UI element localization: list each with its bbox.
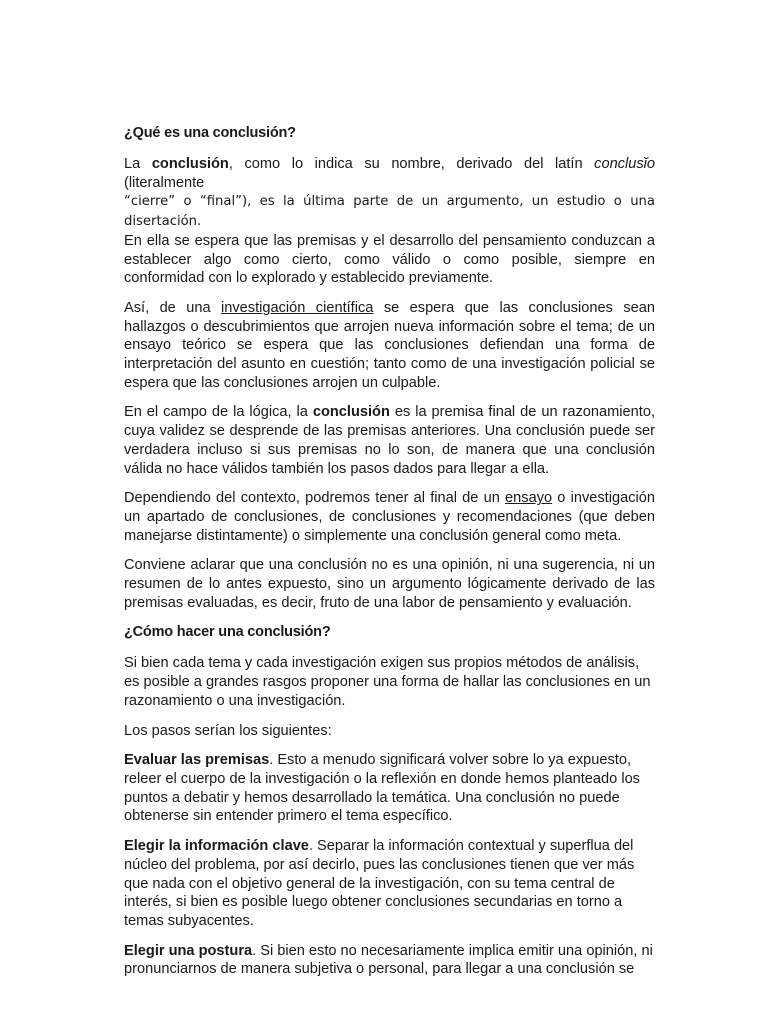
text: . Separar la información contextual y superflua del núcleo del problema, por así decirlo, pues las conclusiones tienen que ver más que nada con el objetivo general de la investigación, con su tema central de interés, si bien es posible luego obtener conclusiones secundarias en torno a temas subyacentes. bbox=[124, 838, 635, 929]
text: . Si bien esto no necesariamente implica emitir una opinión, ni pronunciarnos de manera subjetiva o personal, para llegar a una conclusión se bbox=[124, 942, 653, 978]
bold-term: conclusión bbox=[312, 404, 390, 421]
step-title: Elegir la información clave bbox=[124, 838, 309, 855]
paragraph-methods: Si bien cada tema y cada investigación exigen sus propios métodos de análisis, es posible a grandes rasgos proponer una forma de hallar las conclusiones en un razonamiento o una investigación. bbox=[124, 655, 651, 709]
paragraph-logic bbox=[124, 403, 655, 478]
text: o investigación un apartado de conclusiones, de conclusiones y recomendaciones (que deben manejarse distintamente) o simplemente una conclusión general como meta. bbox=[124, 490, 655, 544]
text: En el campo de la lógica, la bbox=[124, 404, 313, 421]
text: Dependiendo del contexto, podremos tener al final de un bbox=[124, 490, 506, 507]
text: es la premisa final de un razonamiento, cuya validez se desprende de las premisas anteriores. Una conclusión puede ser verdadera incluso si sus premisas no lo son, de manera que una conclusión válida no hace válidos también los pasos dados para llegar a ella. bbox=[124, 404, 655, 477]
text: (literalmente bbox=[124, 174, 205, 191]
step-title: Evaluar las premisas bbox=[124, 752, 270, 769]
heading-how-to-conclude: ¿Cómo hacer una conclusión? bbox=[124, 624, 331, 641]
step-title: Elegir una postura bbox=[124, 942, 253, 959]
paragraph-step-evaluate bbox=[124, 751, 655, 826]
paragraph-scientific bbox=[124, 299, 655, 393]
link-ensayo[interactable]: ensayo bbox=[505, 490, 553, 507]
paragraph-steps-intro: Los pasos serían los siguientes: bbox=[124, 722, 332, 739]
text: En ella se espera que las premisas y el desarrollo del pensamiento conduzcan a establecer algo como cierto, como válido o como posible, siempre en conformidad con lo explorado y establecido previamente. bbox=[124, 232, 655, 287]
paragraph-step-key-info bbox=[124, 837, 655, 931]
text: Así, de una bbox=[124, 299, 221, 316]
bold-term: conclusión bbox=[151, 156, 229, 172]
paragraph-context bbox=[124, 489, 655, 545]
link-investigacion-cientifica[interactable]: investigación científica bbox=[221, 299, 374, 316]
heading-what-is-conclusion: ¿Qué es una conclusión? bbox=[124, 125, 296, 141]
paragraph-clarify: Conviene aclarar que una conclusión no es una opinión, ni una sugerencia, ni un resumen de lo antes expuesto, sino un argumento lógicamente derivado de las premisas evaluadas, es decir, fruto de una labor de pensamiento y evaluación. bbox=[124, 557, 655, 611]
text: “cierre” o “final”), es la última parte de un argumento, un estudio o una disertación. bbox=[124, 194, 655, 230]
paragraph-step-posture bbox=[124, 942, 655, 979]
italic-term: conclusĭo bbox=[594, 156, 655, 172]
paragraph-definition bbox=[124, 155, 655, 288]
text: La bbox=[124, 156, 152, 172]
text: , como lo indica su nombre, derivado del latín bbox=[228, 156, 595, 172]
text: se espera que las conclusiones sean hallazgos o descubrimientos que arrojen nueva información sobre el tema; de un ensayo teórico se espera que las conclusiones defiendan una forma de interpretación del asunto en cuestión; tanto como de una investigación policial se espera que las conclusiones arrojen un culpable. bbox=[124, 299, 655, 391]
text: . Esto a menudo significará volver sobre lo ya expuesto, releer el cuerpo de la investigación o la reflexión en donde hemos planteado los puntos a debatir y hemos desarrollado la temática. Una conclusión no puede obtenerse sin entender primero el tema específico. bbox=[124, 752, 640, 825]
